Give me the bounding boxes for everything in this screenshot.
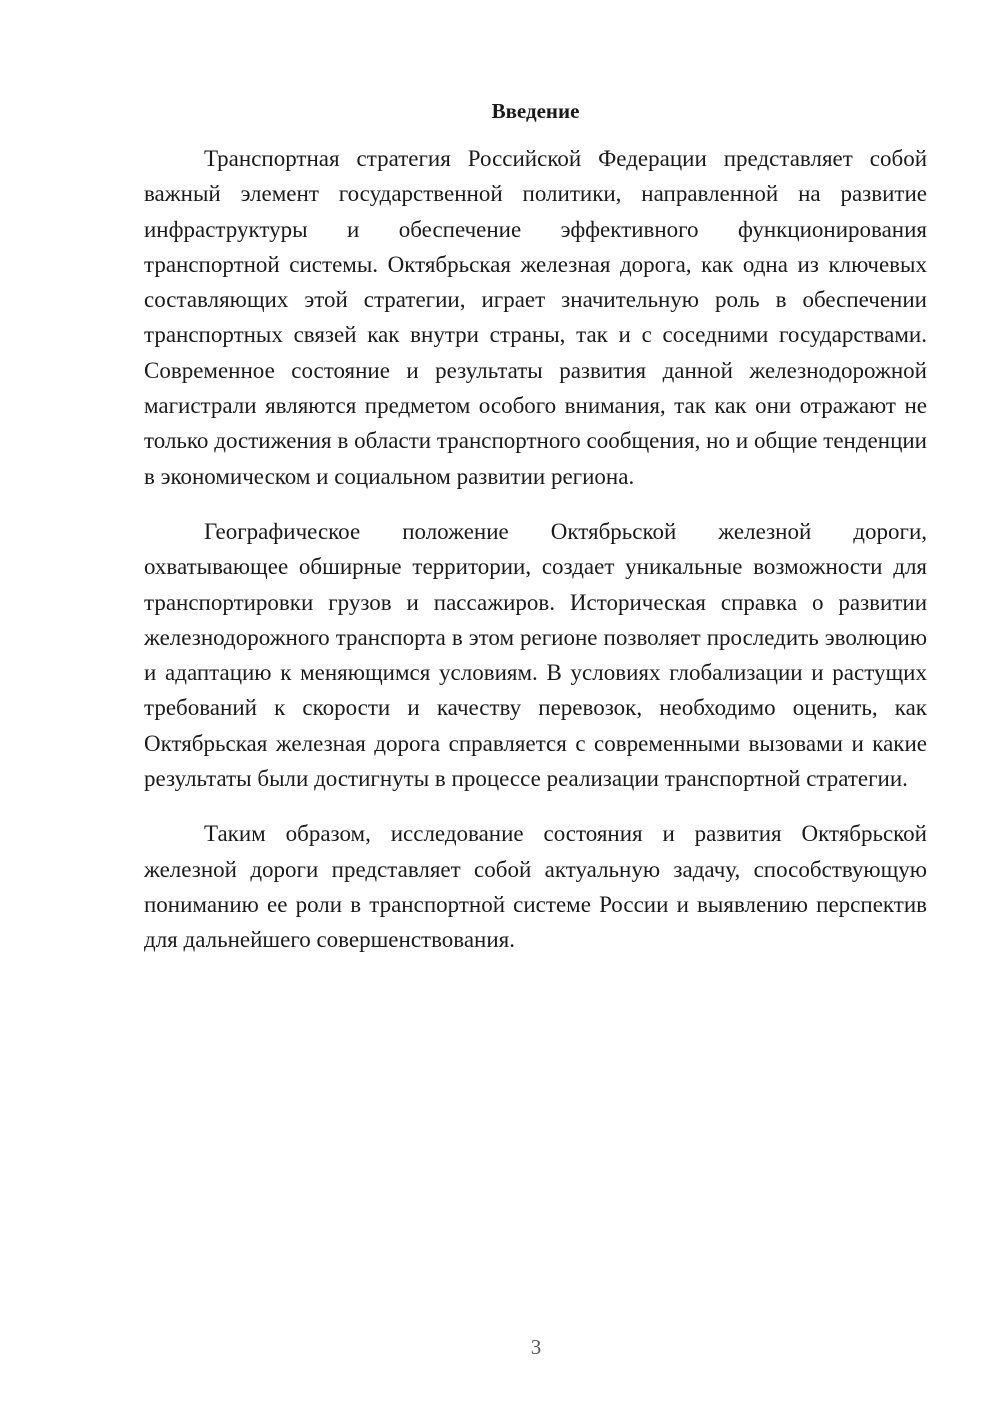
paragraph-3: Таким образом, исследование состояния и развития Октябрьской железной дороги представляет собой актуальную задачу, способствующую пониманию ее роли в транспортной системе России и выявлению перспектив для дальнейшего совершенствования. — [144, 821, 927, 953]
paragraph-1: Транспортная стратегия Российской Федерации представляет собой важный элемент государственной политики, направленной на развитие инфраструктуры и обеспечение эффективного функционирования транспортной системы. Октябрьская железная дорога, как одна из ключевых составляющих этой стратегии, играет значительную роль в обеспечении транспортных связей как внутри страны, так и с соседними государствами. Современное состояние и результаты развития данной железнодорожной магистрали являются предметом особого внимания, так как они отражают не только достижения в области транспортного сообщения, но и общие тенденции в экономическом и социальном развитии региона. — [144, 146, 927, 489]
paragraph-2: Географическое положение Октябрьской железной дороги, охватывающее обширные территории, создает уникальные возможности для транспортировки грузов и пассажиров. Историческая справка о развитии железнодорожного транспорта в этом регионе позволяет проследить эволюцию и адаптацию к меняющимся условиям. В условиях глобализации и растущих требований к скорости и качеству перевозок, необходимо оценить, как Октябрьская железная дорога справляется с современными вызовами и какие результаты были достигнуты в процессе реализации транспортной стратегии. — [144, 518, 927, 792]
body-text — [144, 141, 927, 958]
page-number: 3 — [530, 1335, 542, 1359]
section-heading: Введение — [491, 99, 580, 123]
